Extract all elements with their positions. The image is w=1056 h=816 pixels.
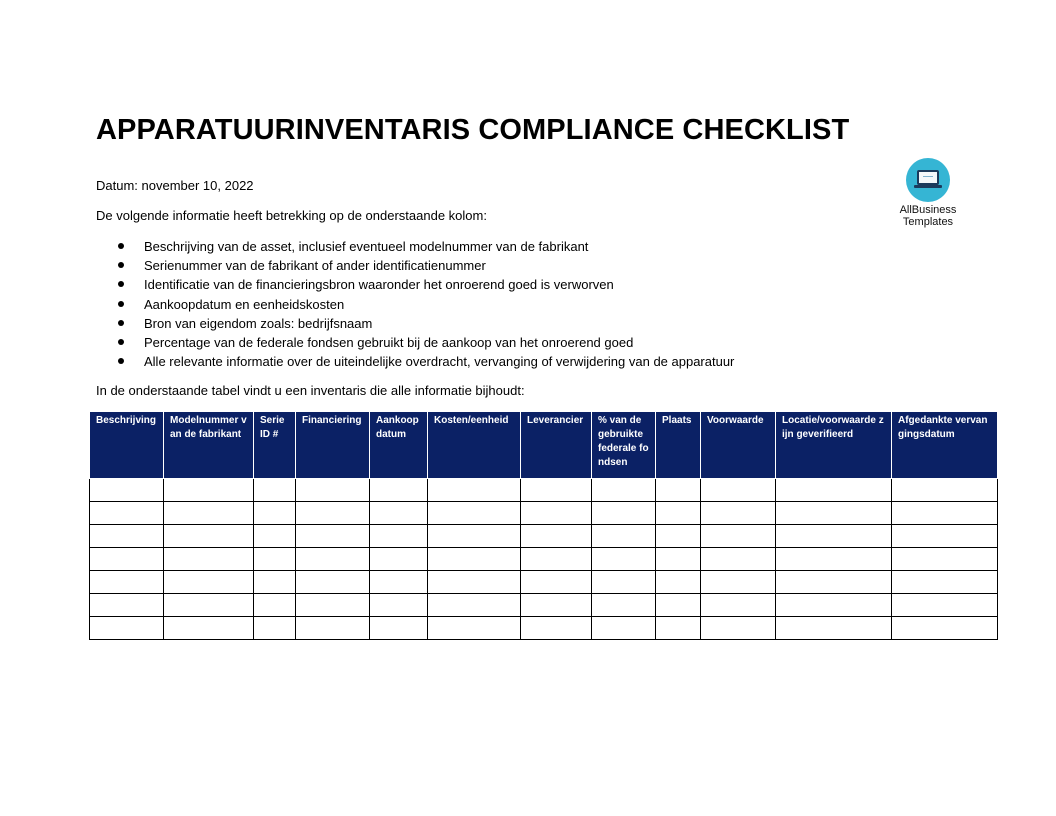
table-cell[interactable] [254, 617, 296, 640]
bullet-icon [118, 281, 124, 287]
table-cell[interactable] [592, 548, 656, 571]
table-cell[interactable] [592, 479, 656, 502]
table-row [90, 479, 998, 502]
bullet-icon [118, 358, 124, 364]
list-item: Serienummer van de fabrikant of ander identificatienummer [118, 257, 734, 276]
table-cell[interactable] [90, 571, 164, 594]
table-row [90, 571, 998, 594]
logo-text-line2: Templates [902, 216, 954, 228]
column-header: Afgedankte vervangingsdatum [892, 412, 998, 479]
table-cell[interactable] [521, 502, 592, 525]
table-cell[interactable] [776, 571, 892, 594]
table-cell[interactable] [656, 548, 701, 571]
table-cell[interactable] [776, 548, 892, 571]
list-item: Alle relevante informatie over de uiteindelijke overdracht, vervanging of verwijdering van de apparatuur [118, 353, 734, 372]
table-cell[interactable] [892, 571, 998, 594]
table-row [90, 502, 998, 525]
table-cell[interactable] [701, 525, 776, 548]
bullet-icon [118, 320, 124, 326]
table-cell[interactable] [521, 479, 592, 502]
bullet-icon [118, 339, 124, 345]
table-cell[interactable] [370, 479, 428, 502]
column-header: Serie ID # [254, 412, 296, 479]
list-item: Bron van eigendom zoals: bedrijfsnaam [118, 315, 734, 334]
column-header: Beschrijving [90, 412, 164, 479]
table-cell[interactable] [370, 617, 428, 640]
table-cell[interactable] [656, 479, 701, 502]
table-cell[interactable] [701, 594, 776, 617]
column-header: Locatie/voorwaarde zijn geverifieerd [776, 412, 892, 479]
table-cell[interactable] [428, 617, 521, 640]
table-cell[interactable] [90, 548, 164, 571]
column-header: Voorwaarde [701, 412, 776, 479]
table-cell[interactable] [164, 571, 254, 594]
table-header-row [90, 412, 998, 479]
table-cell[interactable] [370, 548, 428, 571]
logo [892, 158, 964, 228]
table-cell[interactable] [428, 594, 521, 617]
table-cell[interactable] [892, 594, 998, 617]
table-body [90, 479, 998, 640]
table-cell[interactable] [776, 502, 892, 525]
table-cell[interactable] [428, 479, 521, 502]
list-item: Identificatie van de financieringsbron waaronder het onroerend goed is verworven [118, 276, 734, 295]
table-cell[interactable] [90, 525, 164, 548]
table-cell[interactable] [164, 594, 254, 617]
column-header: Plaats [656, 412, 701, 479]
table-cell[interactable] [254, 571, 296, 594]
table-row [90, 548, 998, 571]
table-cell[interactable] [296, 502, 370, 525]
table-cell[interactable] [892, 548, 998, 571]
table-row [90, 525, 998, 548]
list-item: Aankoopdatum en eenheidskosten [118, 296, 734, 315]
table-cell[interactable] [254, 548, 296, 571]
table-row [90, 617, 998, 640]
table-cell[interactable] [90, 479, 164, 502]
table-cell[interactable] [370, 571, 428, 594]
column-header: Aankoop datum [370, 412, 428, 479]
table-cell[interactable] [296, 479, 370, 502]
table-cell[interactable] [701, 502, 776, 525]
inventory-table [89, 411, 998, 640]
table-cell[interactable] [656, 571, 701, 594]
bullet-icon [118, 243, 124, 249]
table-cell[interactable] [521, 548, 592, 571]
table-cell[interactable] [656, 525, 701, 548]
table-cell[interactable] [701, 548, 776, 571]
column-header: Kosten/eenheid [428, 412, 521, 479]
table-cell[interactable] [521, 571, 592, 594]
table-cell[interactable] [296, 571, 370, 594]
table-cell[interactable] [296, 594, 370, 617]
intro-text: De volgende informatie heeft betrekking op de onderstaande kolom: [96, 208, 487, 223]
table-cell[interactable] [428, 548, 521, 571]
table-cell[interactable] [164, 617, 254, 640]
table-cell[interactable] [521, 617, 592, 640]
table-cell[interactable] [254, 594, 296, 617]
table-cell[interactable] [592, 525, 656, 548]
table-cell[interactable] [521, 594, 592, 617]
table-cell[interactable] [776, 617, 892, 640]
table-cell[interactable] [776, 525, 892, 548]
table-cell[interactable] [428, 571, 521, 594]
table-cell[interactable] [892, 479, 998, 502]
table-cell[interactable] [892, 502, 998, 525]
table-cell[interactable] [892, 617, 998, 640]
table-cell[interactable] [701, 571, 776, 594]
table-cell[interactable] [296, 525, 370, 548]
table-cell[interactable] [776, 479, 892, 502]
table-cell[interactable] [370, 502, 428, 525]
table-intro-text: In de onderstaande tabel vindt u een inventaris die alle informatie bijhoudt: [96, 383, 525, 398]
table-cell[interactable] [254, 502, 296, 525]
table-cell[interactable] [592, 617, 656, 640]
table-cell[interactable] [521, 525, 592, 548]
table-cell[interactable] [370, 525, 428, 548]
table-cell[interactable] [428, 525, 521, 548]
table-cell[interactable] [90, 617, 164, 640]
laptop-icon [906, 158, 950, 202]
bullet-list [118, 238, 734, 372]
table-cell[interactable] [701, 479, 776, 502]
column-header: Financiering [296, 412, 370, 479]
logo-text-line1: AllBusiness [899, 204, 957, 216]
table-cell[interactable] [90, 594, 164, 617]
table-cell[interactable] [370, 594, 428, 617]
table-cell[interactable] [656, 594, 701, 617]
table-cell[interactable] [296, 617, 370, 640]
table-cell[interactable] [164, 548, 254, 571]
list-item: Beschrijving van de asset, inclusief eventueel modelnummer van de fabrikant [118, 238, 734, 257]
table-cell[interactable] [296, 548, 370, 571]
table-row [90, 594, 998, 617]
table-cell[interactable] [656, 617, 701, 640]
column-header: Leverancier [521, 412, 592, 479]
document-title: APPARATUURINVENTARIS COMPLIANCE CHECKLIST [96, 114, 850, 146]
date-line: Datum: november 10, 2022 [96, 178, 254, 193]
table-cell[interactable] [90, 502, 164, 525]
table-cell[interactable] [656, 502, 701, 525]
column-header: % van de gebruikte federale fondsen [592, 412, 656, 479]
table-cell[interactable] [776, 594, 892, 617]
table-cell[interactable] [592, 594, 656, 617]
table-cell[interactable] [592, 571, 656, 594]
table-cell[interactable] [701, 617, 776, 640]
column-header: Modelnummer van de fabrikant [164, 412, 254, 479]
table-cell[interactable] [254, 525, 296, 548]
table-cell[interactable] [592, 502, 656, 525]
table-cell[interactable] [892, 525, 998, 548]
table-cell[interactable] [428, 502, 521, 525]
table-cell[interactable] [164, 525, 254, 548]
table-cell[interactable] [164, 479, 254, 502]
bullet-icon [118, 262, 124, 268]
list-item: Percentage van de federale fondsen gebruikt bij de aankoop van het onroerend goed [118, 334, 734, 353]
table-cell[interactable] [164, 502, 254, 525]
table-cell[interactable] [254, 479, 296, 502]
bullet-icon [118, 301, 124, 307]
